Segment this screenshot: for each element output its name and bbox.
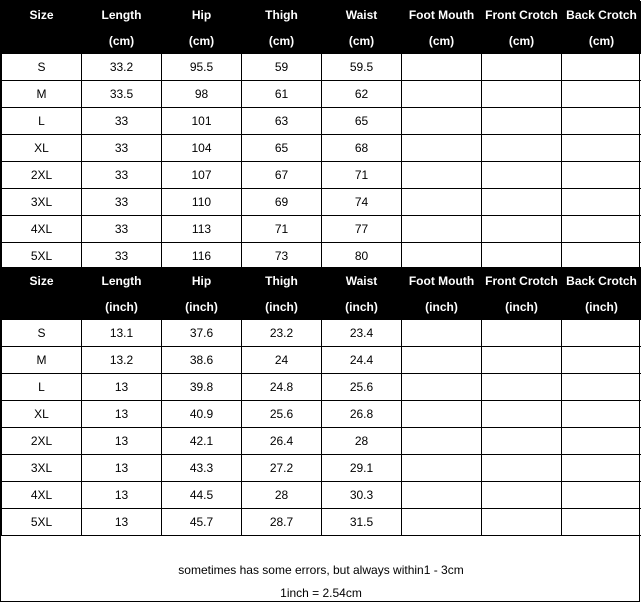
measurement-cell [482, 81, 562, 108]
measurement-cell [562, 108, 641, 135]
column-unit: (inch) [322, 294, 402, 320]
measurement-cell: 30.3 [322, 482, 402, 509]
measurement-cell [562, 162, 641, 189]
column-unit [2, 28, 82, 54]
column-unit: (cm) [562, 28, 641, 54]
measurement-cell: 69 [242, 189, 322, 216]
column-header: Hip [162, 268, 242, 294]
cm-table-header [2, 2, 641, 54]
table-row [2, 81, 641, 108]
measurement-cell: 27.2 [242, 455, 322, 482]
measurement-cell: 63 [242, 108, 322, 135]
column-unit: (cm) [402, 28, 482, 54]
measurement-cell: 62 [322, 81, 402, 108]
column-unit [2, 294, 82, 320]
column-header: Length [82, 2, 162, 28]
measurement-cell: 23.2 [242, 320, 322, 347]
measurement-cell: 71 [322, 162, 402, 189]
measurement-cell: 13 [82, 428, 162, 455]
measurement-cell: 43.3 [162, 455, 242, 482]
measurement-cell [482, 347, 562, 374]
column-unit: (inch) [242, 294, 322, 320]
inch-table-header [2, 268, 641, 320]
measurement-cell [402, 216, 482, 243]
table-row [2, 347, 641, 374]
measurement-cell: 33 [82, 162, 162, 189]
size-cell: XL [2, 135, 82, 162]
column-unit: (inch) [162, 294, 242, 320]
measurement-cell: 110 [162, 189, 242, 216]
measurement-cell: 31.5 [322, 509, 402, 536]
measurement-cell [402, 135, 482, 162]
column-unit: (cm) [322, 28, 402, 54]
measurement-cell: 101 [162, 108, 242, 135]
measurement-cell [402, 54, 482, 81]
measurement-cell: 59 [242, 54, 322, 81]
error-note: sometimes has some errors, but always within1 - 3cm [178, 563, 464, 577]
measurement-cell [562, 401, 641, 428]
column-unit: (cm) [482, 28, 562, 54]
measurement-cell: 13.2 [82, 347, 162, 374]
measurement-cell [402, 509, 482, 536]
conversion-note: 1inch = 2.54cm [280, 586, 362, 600]
table-row [2, 455, 641, 482]
column-header: Front Crotch [482, 2, 562, 28]
measurement-cell [402, 347, 482, 374]
table-row [2, 189, 641, 216]
measurement-cell: 25.6 [242, 401, 322, 428]
cm-table-body [2, 54, 641, 270]
measurement-cell [482, 401, 562, 428]
column-header: Thigh [242, 2, 322, 28]
measurement-cell: 33 [82, 135, 162, 162]
measurement-cell: 40.9 [162, 401, 242, 428]
measurement-cell [562, 54, 641, 81]
size-cell: M [2, 347, 82, 374]
size-cell: 5XL [2, 243, 82, 270]
measurement-cell: 98 [162, 81, 242, 108]
column-unit: (inch) [482, 294, 562, 320]
column-header: Waist [322, 268, 402, 294]
measurement-cell [402, 482, 482, 509]
measurement-note [1, 537, 641, 603]
measurement-cell: 13 [82, 455, 162, 482]
measurement-cell [402, 428, 482, 455]
measurement-cell: 25.6 [322, 374, 402, 401]
measurement-cell: 45.7 [162, 509, 242, 536]
measurement-cell: 38.6 [162, 347, 242, 374]
measurement-cell: 95.5 [162, 54, 242, 81]
measurement-cell: 107 [162, 162, 242, 189]
table-row [2, 135, 641, 162]
measurement-cell [482, 509, 562, 536]
measurement-cell: 13 [82, 374, 162, 401]
table-row [2, 216, 641, 243]
size-cell: 4XL [2, 482, 82, 509]
measurement-cell: 33.5 [82, 81, 162, 108]
measurement-cell: 104 [162, 135, 242, 162]
measurement-cell: 13.1 [82, 320, 162, 347]
measurement-cell: 26.8 [322, 401, 402, 428]
measurement-cell: 42.1 [162, 428, 242, 455]
size-cell: L [2, 108, 82, 135]
measurement-cell: 71 [242, 216, 322, 243]
table-row [2, 482, 641, 509]
column-unit: (inch) [82, 294, 162, 320]
measurement-cell: 73 [242, 243, 322, 270]
measurement-cell [562, 347, 641, 374]
measurement-cell: 28 [242, 482, 322, 509]
column-header: Front Crotch [482, 268, 562, 294]
measurement-cell [402, 81, 482, 108]
column-header: Waist [322, 2, 402, 28]
size-cell: L [2, 374, 82, 401]
size-cell: 5XL [2, 509, 82, 536]
measurement-cell: 39.8 [162, 374, 242, 401]
measurement-cell [482, 374, 562, 401]
measurement-cell [562, 509, 641, 536]
column-header: Length [82, 268, 162, 294]
measurement-cell: 28.7 [242, 509, 322, 536]
measurement-cell [562, 374, 641, 401]
measurement-cell [562, 455, 641, 482]
measurement-cell: 44.5 [162, 482, 242, 509]
cm-size-table [1, 1, 641, 270]
measurement-cell [482, 243, 562, 270]
measurement-cell: 24.4 [322, 347, 402, 374]
measurement-cell [402, 320, 482, 347]
measurement-cell [562, 216, 641, 243]
measurement-cell: 28 [322, 428, 402, 455]
measurement-cell: 65 [242, 135, 322, 162]
measurement-cell: 24.8 [242, 374, 322, 401]
column-header: Size [2, 2, 82, 28]
measurement-cell: 26.4 [242, 428, 322, 455]
measurement-cell: 65 [322, 108, 402, 135]
measurement-cell [562, 135, 641, 162]
measurement-cell [482, 189, 562, 216]
measurement-cell [562, 428, 641, 455]
measurement-cell [562, 482, 641, 509]
size-cell: 3XL [2, 189, 82, 216]
measurement-cell [482, 428, 562, 455]
column-unit: (inch) [402, 294, 482, 320]
measurement-cell: 77 [322, 216, 402, 243]
column-unit: (cm) [162, 28, 242, 54]
measurement-cell [562, 189, 641, 216]
measurement-cell: 37.6 [162, 320, 242, 347]
measurement-cell: 61 [242, 81, 322, 108]
size-cell: 2XL [2, 428, 82, 455]
table-row [2, 243, 641, 270]
measurement-cell: 13 [82, 401, 162, 428]
column-unit: (cm) [82, 28, 162, 54]
column-header: Size [2, 268, 82, 294]
measurement-cell: 59.5 [322, 54, 402, 81]
measurement-cell [562, 320, 641, 347]
column-header: Foot Mouth [402, 2, 482, 28]
measurement-cell [402, 189, 482, 216]
measurement-cell [482, 54, 562, 81]
measurement-cell: 29.1 [322, 455, 402, 482]
table-row [2, 162, 641, 189]
measurement-cell [482, 455, 562, 482]
size-cell: 2XL [2, 162, 82, 189]
table-row [2, 401, 641, 428]
column-unit: (cm) [242, 28, 322, 54]
measurement-cell [482, 108, 562, 135]
measurement-cell [402, 108, 482, 135]
measurement-cell [402, 243, 482, 270]
measurement-cell [562, 81, 641, 108]
table-row [2, 509, 641, 536]
inch-size-table [1, 267, 641, 536]
measurement-cell: 33 [82, 216, 162, 243]
measurement-cell [482, 162, 562, 189]
size-cell: S [2, 54, 82, 81]
column-header: Foot Mouth [402, 268, 482, 294]
measurement-cell: 13 [82, 482, 162, 509]
measurement-cell: 33 [82, 108, 162, 135]
measurement-cell [402, 162, 482, 189]
measurement-cell: 68 [322, 135, 402, 162]
measurement-cell: 33.2 [82, 54, 162, 81]
table-row [2, 54, 641, 81]
measurement-cell [402, 401, 482, 428]
column-unit: (inch) [562, 294, 641, 320]
measurement-cell: 80 [322, 243, 402, 270]
measurement-cell [482, 216, 562, 243]
measurement-cell: 33 [82, 243, 162, 270]
measurement-cell [402, 374, 482, 401]
measurement-cell: 24 [242, 347, 322, 374]
measurement-cell [482, 482, 562, 509]
column-header: Back Crotch [562, 268, 641, 294]
table-row [2, 108, 641, 135]
measurement-cell: 74 [322, 189, 402, 216]
measurement-cell: 113 [162, 216, 242, 243]
size-cell: M [2, 81, 82, 108]
measurement-cell [562, 243, 641, 270]
measurement-cell: 67 [242, 162, 322, 189]
size-cell: 3XL [2, 455, 82, 482]
measurement-cell: 13 [82, 509, 162, 536]
table-row [2, 320, 641, 347]
size-cell: 4XL [2, 216, 82, 243]
measurement-cell [482, 135, 562, 162]
column-header: Hip [162, 2, 242, 28]
table-row [2, 428, 641, 455]
column-header: Thigh [242, 268, 322, 294]
measurement-cell [402, 455, 482, 482]
column-header: Back Crotch [562, 2, 641, 28]
size-cell: XL [2, 401, 82, 428]
measurement-cell: 116 [162, 243, 242, 270]
inch-table-body [2, 320, 641, 536]
table-row [2, 374, 641, 401]
measurement-cell [482, 320, 562, 347]
measurement-cell: 23.4 [322, 320, 402, 347]
measurement-cell: 33 [82, 189, 162, 216]
size-cell: S [2, 320, 82, 347]
